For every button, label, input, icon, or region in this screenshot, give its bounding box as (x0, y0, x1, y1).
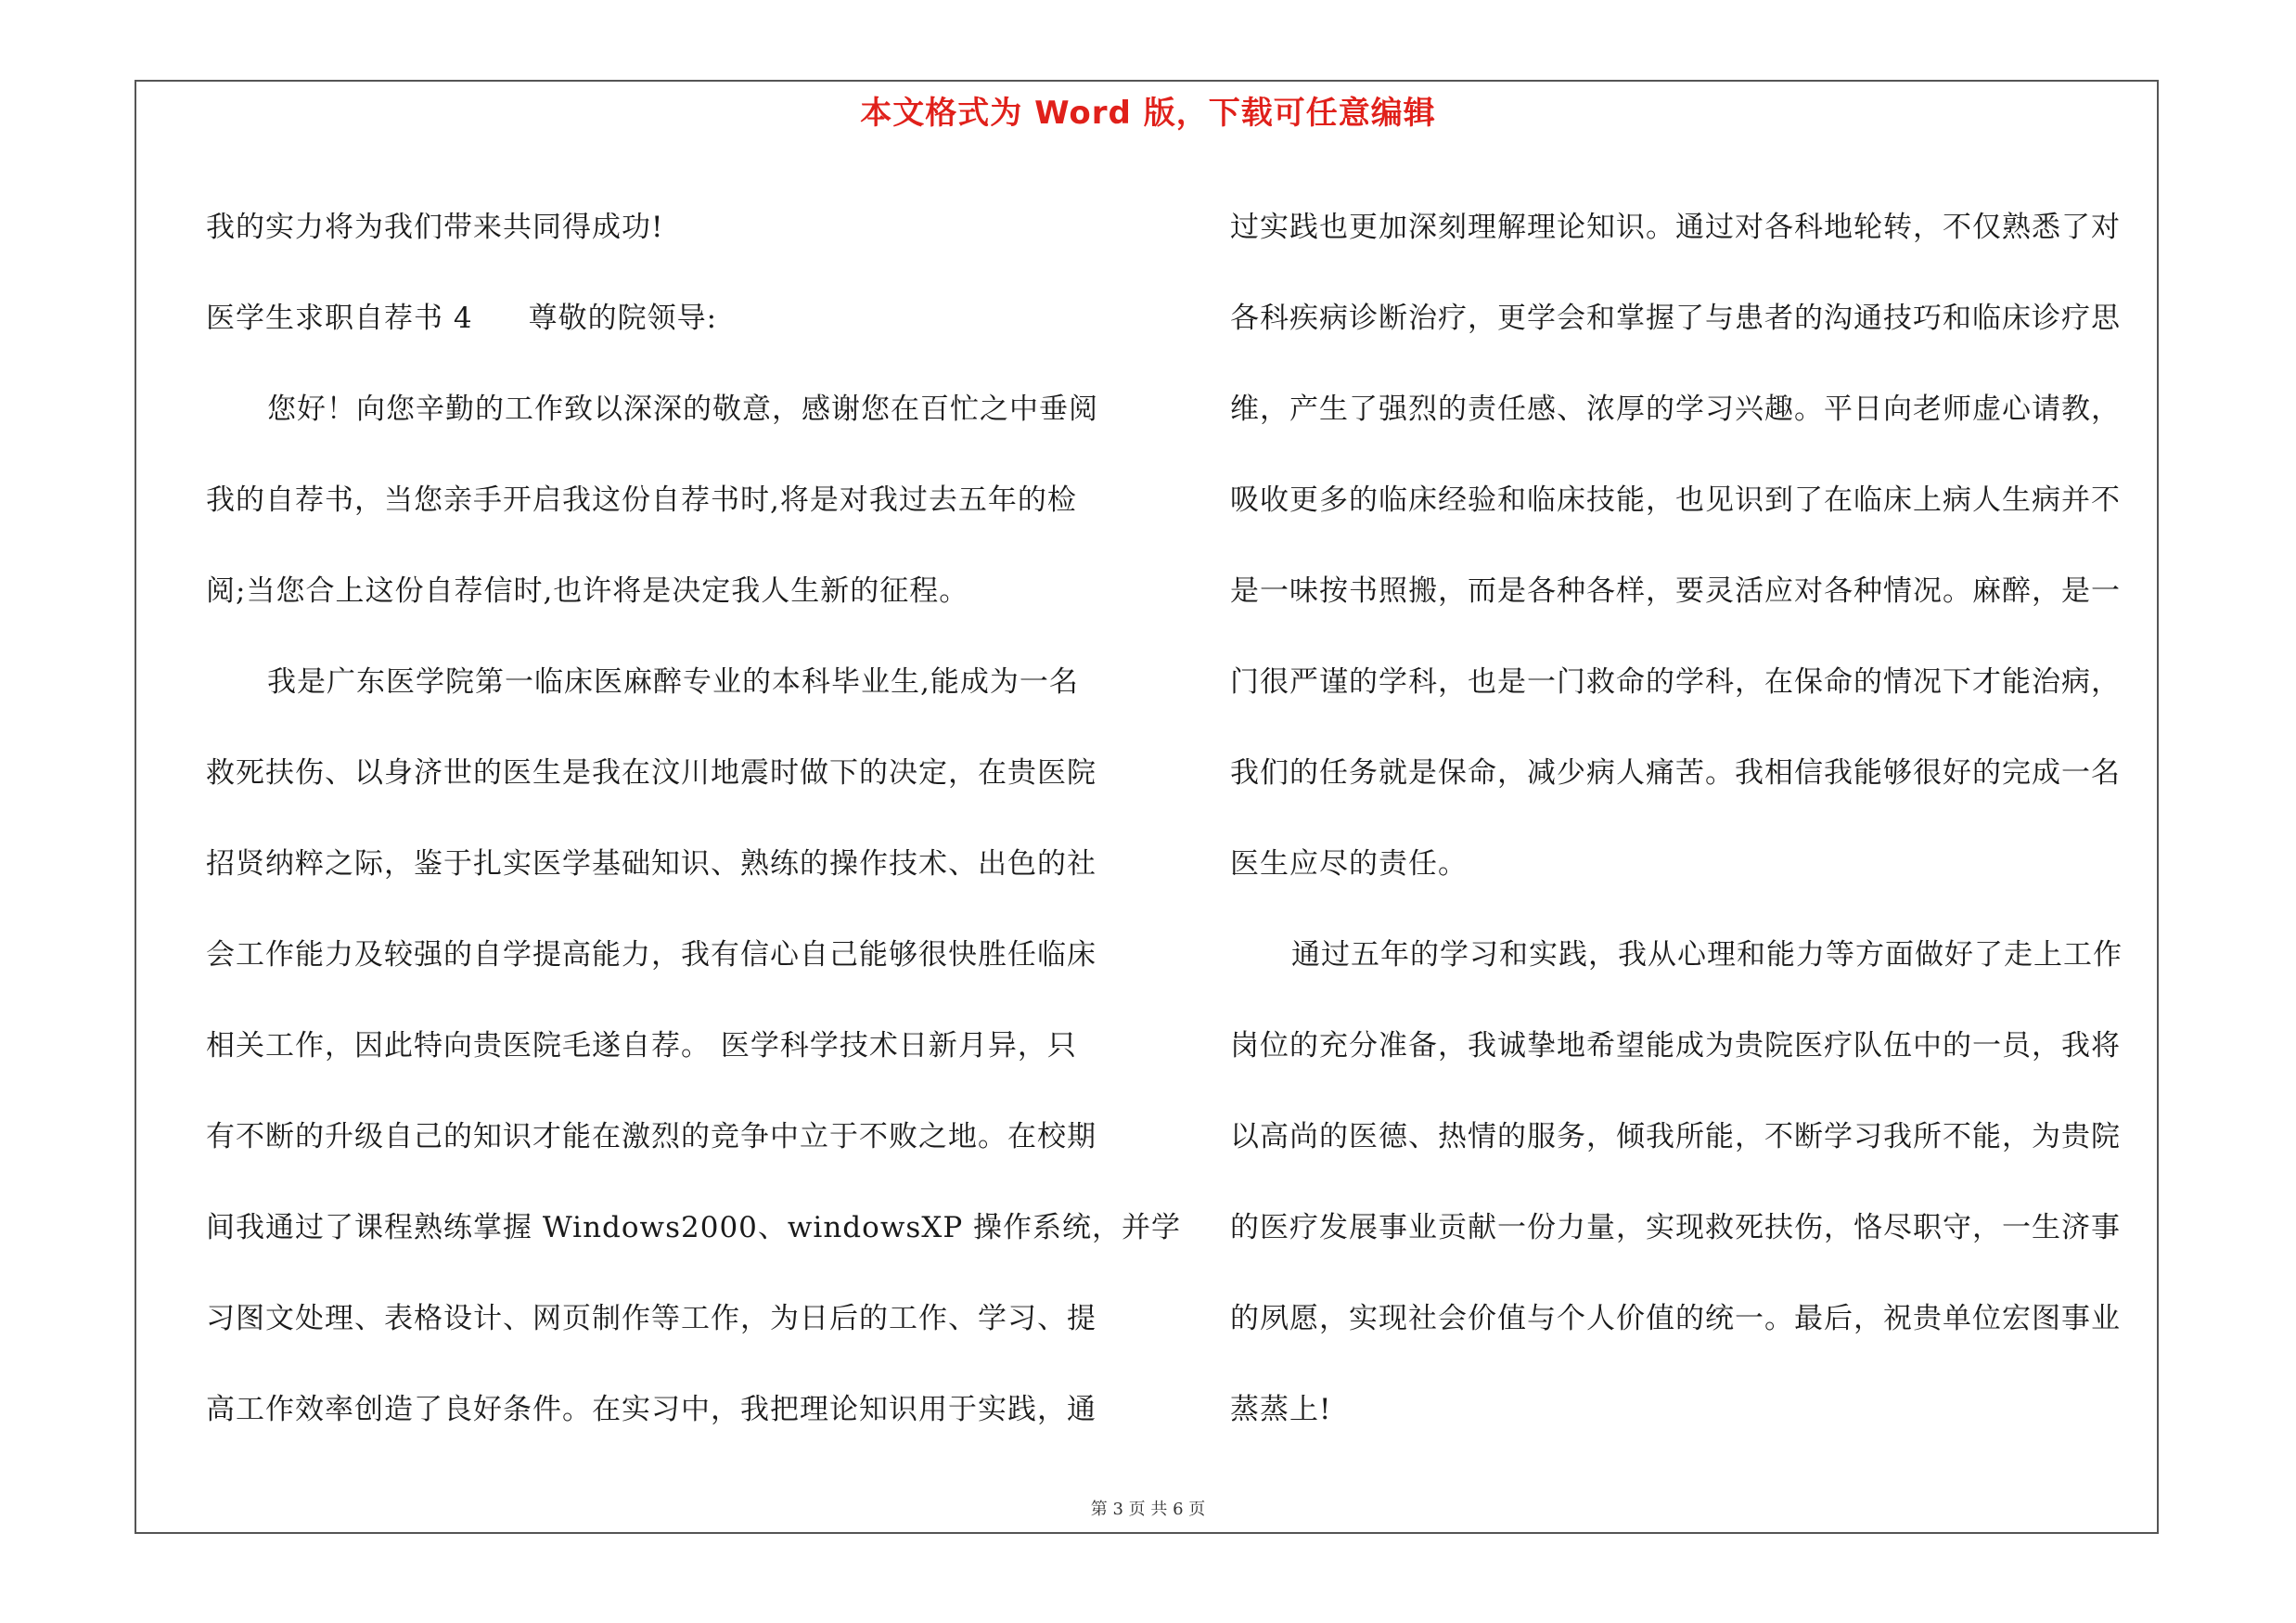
text-line: 医生应尽的责任。 (1230, 847, 1468, 881)
text-line: 招贤纳粹之际，鉴于扎实医学基础知识、熟练的操作技术、出色的社 (206, 847, 1097, 881)
text-line: 我的自荐书，当您亲手开启我这份自荐书时,将是对我过去五年的检 (206, 483, 1077, 517)
text-line: 间我通过了课程熟练掌握 Windows2000、windowsXP 操作系统，并学 (206, 1211, 1182, 1244)
text-line: 蒸蒸上! (1230, 1393, 1332, 1426)
text-line: 以高尚的医德、热情的服务，倾我所能，不断学习我所不能，为贵院 (1230, 1120, 2121, 1153)
salutation: 尊敬的院领导: (528, 302, 718, 335)
text-line: 阅;当您合上这份自荐信时,也许将是决定我人生新的征程。 (206, 574, 969, 608)
text-line: 我的实力将为我们带来共同得成功! (206, 211, 664, 244)
text-line: 的夙愿，实现社会价值与个人价值的统一。最后，祝贵单位宏图事业 (1230, 1302, 2121, 1335)
text-line: 会工作能力及较强的自学提高能力，我有信心自己能够很快胜任临床 (206, 938, 1097, 972)
text-line: 各科疾病诊断治疗，更学会和掌握了与患者的沟通技巧和临床诊疗思 (1230, 302, 2121, 335)
text-line: 救死扶伤、以身济世的医生是我在汶川地震时做下的决定，在贵医院 (206, 756, 1097, 790)
text-line: 过实践也更加深刻理解理论知识。通过对各科地轮转，不仅熟悉了对 (1230, 211, 2121, 244)
text-line: 我们的任务就是保命，减少病人痛苦。我相信我能够很好的完成一名 (1230, 756, 2121, 790)
section-heading: 医学生求职自荐书 4 (206, 302, 473, 335)
text-line: 通过五年的学习和实践，我从心理和能力等方面做好了走上工作 (1291, 938, 2123, 972)
left-column (206, 182, 1182, 1455)
text-line: 吸收更多的临床经验和临床技能，也见识到了在临床上病人生病并不 (1230, 483, 2121, 517)
text-line: 是一味按书照搬，而是各种各样，要灵活应对各种情况。麻醉，是一 (1230, 574, 2121, 608)
text-line: 我是广东医学院第一临床医麻醉专业的本科毕业生,能成为一名 (267, 665, 1079, 699)
page-indicator: 第 3 页 共 6 页 (1090, 1500, 1206, 1519)
right-column (1230, 182, 2148, 1455)
text-line: 的医疗发展事业贡献一份力量，实现救死扶伤，恪尽职守，一生济事 (1230, 1211, 2121, 1244)
text-line: 您好！向您辛勤的工作致以深深的敬意，感谢您在百忙之中垂阅 (267, 393, 1098, 426)
text-line: 高工作效率创造了良好条件。在实习中，我把理论知识用于实践，通 (206, 1393, 1097, 1426)
text-line: 相关工作，因此特向贵医院毛遂自荐。 医学科学技术日新月异，只 (206, 1029, 1077, 1063)
header-banner: 本文格式为 Word 版，下载可任意编辑 (860, 95, 1436, 132)
text-line: 岗位的充分准备，我诚挚地希望能成为贵院医疗队伍中的一员，我将 (1230, 1029, 2121, 1063)
text-line: 习图文处理、表格设计、网页制作等工作，为日后的工作、学习、提 (206, 1302, 1097, 1335)
text-line: 维，产生了强烈的责任感、浓厚的学习兴趣。平日向老师虚心请教， (1230, 393, 2121, 426)
text-line: 门很严谨的学科，也是一门救命的学科，在保命的情况下才能治病， (1230, 665, 2121, 699)
heading-line (206, 273, 1124, 364)
text-line: 有不断的升级自己的知识才能在激烈的竞争中立于不败之地。在校期 (206, 1120, 1097, 1153)
